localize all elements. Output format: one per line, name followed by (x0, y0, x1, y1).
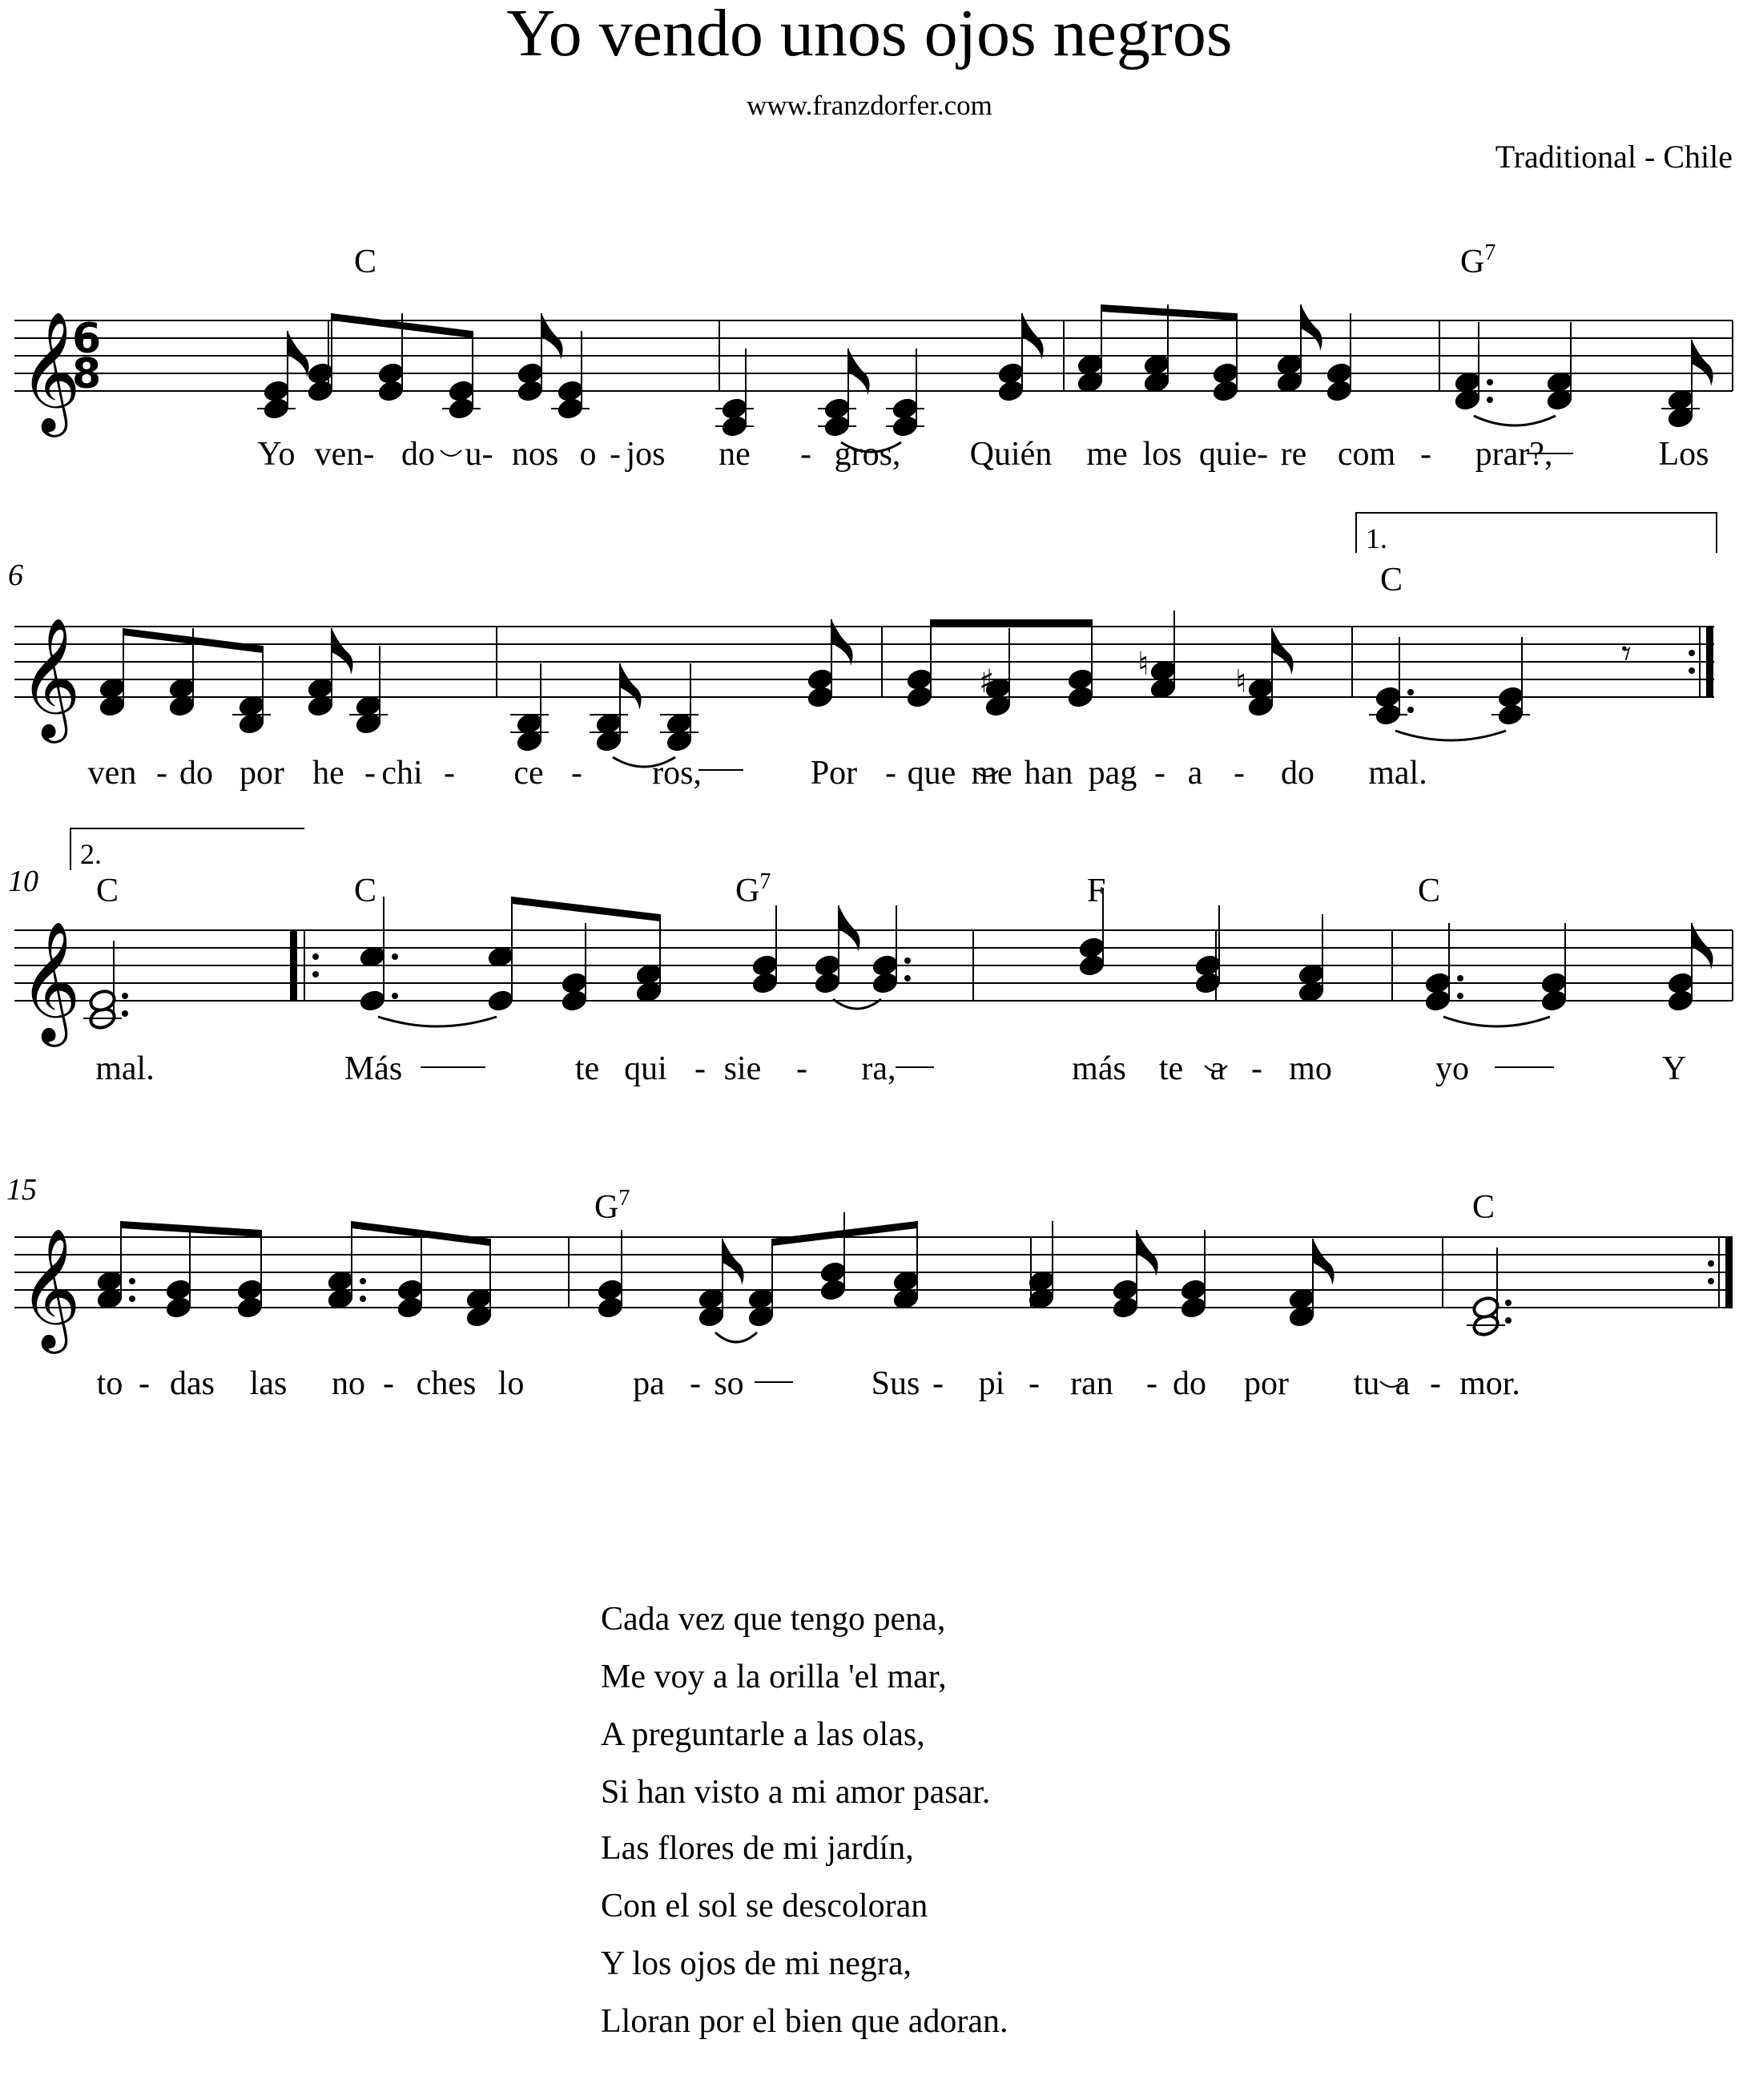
lyric-syllable: ros, (652, 755, 702, 792)
chord-symbol: $G^7$ (735, 869, 771, 909)
lyric-syllable: a (1395, 1365, 1411, 1402)
note-flag (620, 663, 642, 710)
lyric-syllable: - (156, 755, 167, 792)
song-title: Yo vendo unos ojos negros (506, 0, 1233, 71)
lyric-syllable: ran (1070, 1365, 1113, 1402)
note-flag (839, 905, 860, 952)
treble-clef-icon: 𝄞 (19, 616, 81, 738)
lyric-syllable: te (574, 1050, 600, 1087)
lyric-syllable: - (932, 1365, 944, 1402)
tie (1474, 416, 1556, 425)
chord-symbol: $G^7$ (594, 1186, 630, 1226)
augmentation-dot (360, 1278, 366, 1284)
repeat-dot (1689, 667, 1695, 674)
repeat-dot (1708, 1260, 1714, 1267)
website-credit: www.franzdorfer.com (747, 90, 992, 121)
volta-1 (1356, 513, 1717, 553)
lyric-syllable: gros, (834, 436, 901, 473)
note-head (560, 971, 589, 996)
lyric-syllable: te (1158, 1050, 1184, 1087)
lyric-syllable: quie- (1198, 436, 1269, 473)
note-head (88, 989, 117, 1014)
note-head (556, 379, 585, 404)
sharp-icon: ♯ (979, 663, 995, 700)
lyric-syllable: tu (1353, 1365, 1380, 1402)
lyric-syllable: - (800, 436, 811, 473)
note-head (1496, 685, 1525, 710)
note-head (1066, 667, 1095, 692)
lyric-syllable: so (714, 1365, 744, 1402)
lyric-syllable: Y (1661, 1050, 1687, 1087)
lyric-syllable: das (170, 1365, 215, 1402)
lyric-syllable: - (1251, 1050, 1262, 1087)
note-head (996, 361, 1025, 386)
tie (378, 1017, 497, 1026)
lyric-syllable: - (1430, 1365, 1441, 1402)
lyric-syllable: prar?, (1475, 436, 1553, 473)
augmentation-dot (904, 975, 911, 981)
verse-line: Con el sol se descoloran (601, 1888, 928, 1925)
lyric-syllable: yo (1435, 1050, 1469, 1087)
note-head (1374, 685, 1403, 710)
lyric-syllable: o (579, 436, 597, 473)
note-head (1111, 1278, 1140, 1303)
augmentation-dot (129, 1278, 135, 1284)
verse-line: Me voy a la orilla 'el mar, (601, 1659, 947, 1695)
lyric-syllable: do (1281, 755, 1314, 792)
note-head (1666, 971, 1695, 996)
lyric-syllable: nos (511, 436, 559, 473)
lyric-syllable: do (179, 755, 213, 792)
lyric-syllable: no (332, 1365, 365, 1402)
lyric-syllable: ne (719, 436, 751, 473)
lyric-syllable: Por (810, 755, 858, 792)
lyric-syllable: por (240, 755, 284, 792)
augmentation-dot (1505, 1300, 1512, 1306)
augmentation-dot (1407, 689, 1414, 695)
augmentation-dot (1457, 993, 1463, 999)
note-head (396, 1278, 425, 1303)
lyric-syllable: Más (344, 1050, 403, 1087)
note-head (813, 953, 842, 978)
lyric-syllable: han (1024, 755, 1073, 792)
note-head (1423, 971, 1452, 996)
time-signature-top: 6 (72, 315, 102, 363)
verse-2 (601, 1820, 1008, 2050)
note-head (751, 953, 779, 978)
note-head (447, 379, 476, 404)
note-flag (1301, 304, 1322, 351)
augmentation-dot (1407, 707, 1414, 713)
tie (1395, 731, 1506, 740)
note-head (596, 1278, 625, 1303)
lyric-syllable: pa (633, 1365, 665, 1402)
note-head (1077, 936, 1106, 961)
tie (715, 1332, 757, 1342)
time-signature-bottom: 8 (72, 350, 102, 398)
lyric-syllable: - (694, 1050, 706, 1087)
augmentation-dot (1487, 397, 1493, 403)
note-head (235, 1278, 264, 1303)
lyric-syllable: - (1029, 1365, 1040, 1402)
lyric-syllable: chi (381, 755, 423, 792)
lyric-syllable: a (1210, 1050, 1226, 1087)
treble-clef-icon: 𝄞 (19, 920, 81, 1042)
lyric-syllable: do (401, 436, 435, 473)
measure-number: 15 (6, 1173, 37, 1207)
note-beam (1101, 304, 1237, 320)
lyric-syllable: me (971, 755, 1012, 792)
lyric-syllable: he (312, 755, 344, 792)
note-head (1471, 1296, 1500, 1320)
lyric-elision (441, 450, 461, 456)
repeat-dot (1689, 650, 1695, 656)
lyric-syllable: mor. (1459, 1365, 1520, 1402)
volta-2 (70, 828, 304, 870)
note-head (516, 361, 545, 386)
lyric-syllable: ven- (314, 436, 375, 473)
lyric-syllable: me (1086, 436, 1128, 473)
augmentation-dot (1457, 975, 1463, 981)
lyric-syllable: que (907, 755, 956, 792)
note-flag (1272, 628, 1294, 675)
lyric-syllable: por (1244, 1365, 1289, 1402)
note-head (1194, 953, 1222, 978)
lyric-syllable: - (1420, 436, 1431, 473)
lyric-syllable: Yo (257, 436, 296, 473)
lyric-syllable: mo (1289, 1050, 1332, 1087)
note-head (1211, 361, 1240, 386)
natural-icon: ♮ (1137, 646, 1149, 683)
lyric-syllable: lo (497, 1365, 525, 1402)
measure-number: 6 (8, 558, 23, 592)
chord-symbol: C (1380, 562, 1403, 599)
lyric-syllable: las (249, 1365, 288, 1402)
chord-symbol: F (1087, 873, 1106, 909)
lyric-syllable: mal. (95, 1050, 155, 1087)
verse-line: Cada vez que tengo pena, (601, 1601, 946, 1638)
chord-symbol: C (1418, 873, 1441, 909)
note-head (871, 953, 900, 978)
verse-1 (601, 1590, 990, 1821)
repeat-dot (312, 953, 319, 960)
note-head (164, 1278, 193, 1303)
lyric-syllable: - (1146, 1365, 1157, 1402)
lyric-syllable: - (1154, 755, 1165, 792)
repeat-start-bar (290, 930, 297, 1001)
note-beam (512, 897, 660, 921)
lyric-syllable: más (1072, 1050, 1126, 1087)
chord-symbol: C (354, 873, 377, 909)
note-head (1540, 971, 1568, 996)
augmentation-dot (1505, 1317, 1512, 1324)
treble-clef-icon: 𝄞 (19, 1227, 81, 1348)
repeat-end-bar (1706, 627, 1713, 697)
note-flag (723, 1239, 744, 1285)
lyric-syllable: a (1187, 755, 1203, 792)
lyric-syllable: com (1337, 436, 1396, 473)
note-head (806, 667, 835, 692)
lyric-syllable: jos (626, 436, 666, 473)
lyric-syllable: ches (416, 1365, 477, 1402)
lyric-syllable: u- (465, 436, 493, 473)
lyric-syllable: - (1234, 755, 1245, 792)
augmentation-dot (360, 1296, 366, 1302)
augmentation-dot (392, 993, 398, 999)
lyric-syllable: ra, (861, 1050, 896, 1087)
lyric-syllable: Sus (871, 1365, 920, 1402)
lyric-syllable: Quién (969, 436, 1053, 473)
verse-line: A preguntarle a las olas, (601, 1716, 925, 1753)
chord-symbol: C (354, 244, 377, 280)
lyric-syllable: - (139, 1365, 150, 1402)
note-head (262, 379, 291, 404)
augmentation-dot (904, 957, 911, 964)
lyric-syllable: - (383, 1365, 394, 1402)
verse-line: Y los ojos de mi negra, (601, 1945, 912, 1982)
lyric-syllable: - (444, 755, 455, 792)
lyric-syllable: mal. (1368, 755, 1427, 792)
augmentation-dot (122, 1010, 128, 1017)
lyric-syllable: Los (1658, 436, 1709, 473)
lyric-syllable: do (1173, 1365, 1206, 1402)
treble-clef-icon: 𝄞 (19, 310, 81, 432)
note-head (1179, 1278, 1208, 1303)
lyric-syllable: ce (513, 755, 544, 792)
augmentation-dot (122, 993, 128, 999)
lyric-syllable: re (1280, 436, 1307, 473)
eighth-rest-icon: 𝄾 (1621, 631, 1632, 676)
repeat-dot (312, 971, 319, 977)
note-beam (931, 619, 1092, 627)
tie (1443, 1017, 1550, 1026)
volta-1-label: 1. (1366, 522, 1387, 554)
lyric-syllable: ven (87, 755, 137, 792)
note-head (306, 361, 335, 386)
chord-symbol: C (96, 873, 119, 909)
note-flag (332, 628, 353, 675)
repeat-dot (1708, 1278, 1714, 1284)
lyric-syllable: - (885, 755, 896, 792)
lyric-syllable: - (610, 436, 621, 473)
repeat-end-bar (1725, 1237, 1733, 1308)
lyric-syllable: - (796, 1050, 807, 1087)
note-head (905, 667, 934, 692)
chord-symbol: $G^7$ (1460, 240, 1496, 280)
note-beam (121, 1221, 261, 1237)
note-head (819, 1260, 847, 1285)
volta-2-label: 2. (80, 838, 102, 870)
verse-line: Las flores de mi jardín, (601, 1830, 914, 1867)
lyric-syllable: qui (624, 1050, 667, 1087)
verse-line: Lloran por el bien que adoran. (601, 2003, 1008, 2040)
note-head (1325, 361, 1354, 386)
note-head (376, 361, 405, 386)
lyric-syllable: to (96, 1365, 123, 1402)
augmentation-dot (1487, 379, 1493, 385)
note-head (486, 989, 515, 1014)
composer-credit: Traditional - Chile (1495, 139, 1733, 175)
measure-number: 10 (8, 865, 38, 898)
augmentation-dot (392, 953, 398, 960)
natural-icon: ♮ (1235, 663, 1247, 700)
lyric-syllable: pi (978, 1365, 1005, 1402)
note-head (358, 989, 387, 1014)
lyric-syllable: sie (723, 1050, 762, 1087)
lyric-syllable: - (364, 755, 376, 792)
note-flag (1692, 340, 1713, 386)
note-flag (1313, 1239, 1334, 1285)
chord-symbol: C (1472, 1189, 1495, 1226)
lyric-syllable: - (571, 755, 582, 792)
lyric-syllable: - (690, 1365, 701, 1402)
lyric-syllable: los (1142, 436, 1182, 473)
verse-line: Si han visto a mi amor pasar. (601, 1774, 991, 1811)
augmentation-dot (129, 1296, 135, 1302)
lyric-syllable: pag (1088, 755, 1137, 792)
